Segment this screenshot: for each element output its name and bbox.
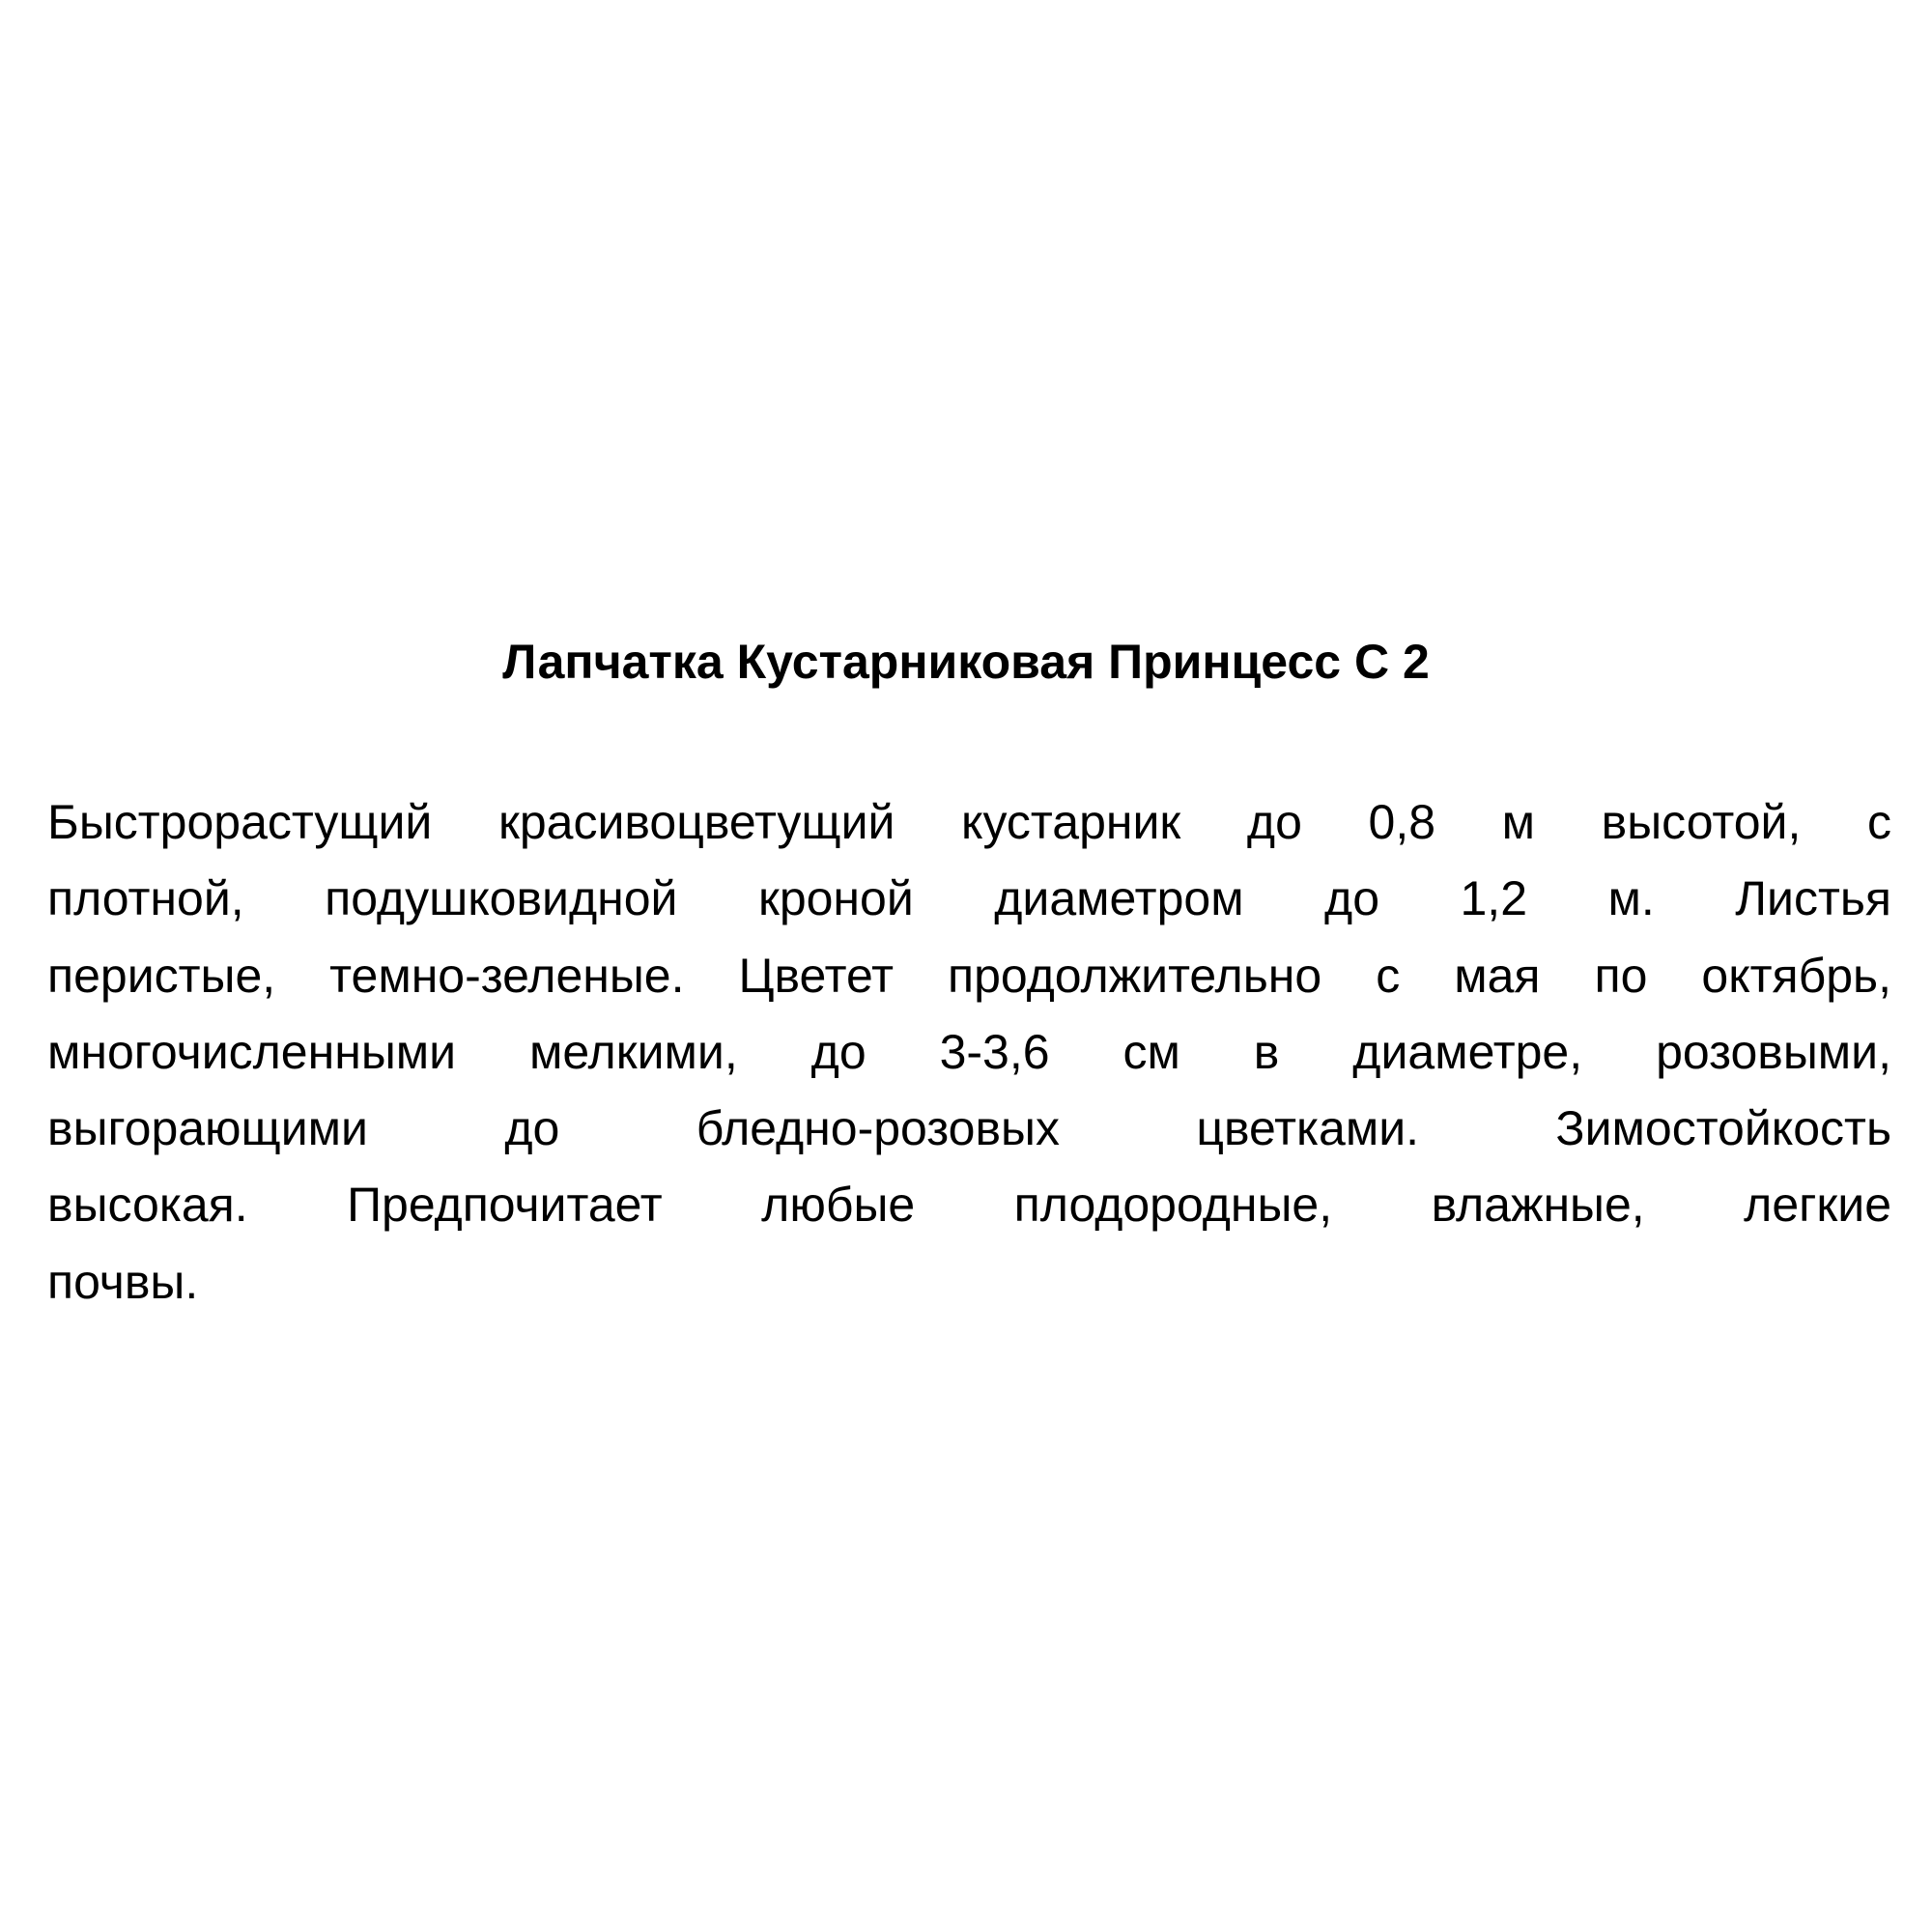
description-line: высокая. Предпочитает любые плодородные, влажные, легкие — [47, 1178, 1891, 1233]
description-line: перистые, темно-зеленые. Цветет продолжительно с мая по октябрь, — [47, 948, 1891, 1003]
description-line: Быстрорастущий красивоцветущий кустарник до 0,8 м высотой, с — [47, 795, 1891, 849]
description-line: многочисленными мелкими, до 3-3,6 см в диаметре, розовыми, — [47, 1024, 1891, 1079]
description-line: плотной, подушковидной кроной диаметром до 1,2 м. Листья — [47, 871, 1891, 926]
description-line: почвы. — [47, 1254, 199, 1309]
product-description — [47, 784, 1891, 1321]
product-title: Лапчатка Кустарниковая Принцесс С 2 — [502, 635, 1430, 689]
description-line: выгорающими до бледно-розовых цветками. Зимостойкость — [47, 1101, 1891, 1156]
